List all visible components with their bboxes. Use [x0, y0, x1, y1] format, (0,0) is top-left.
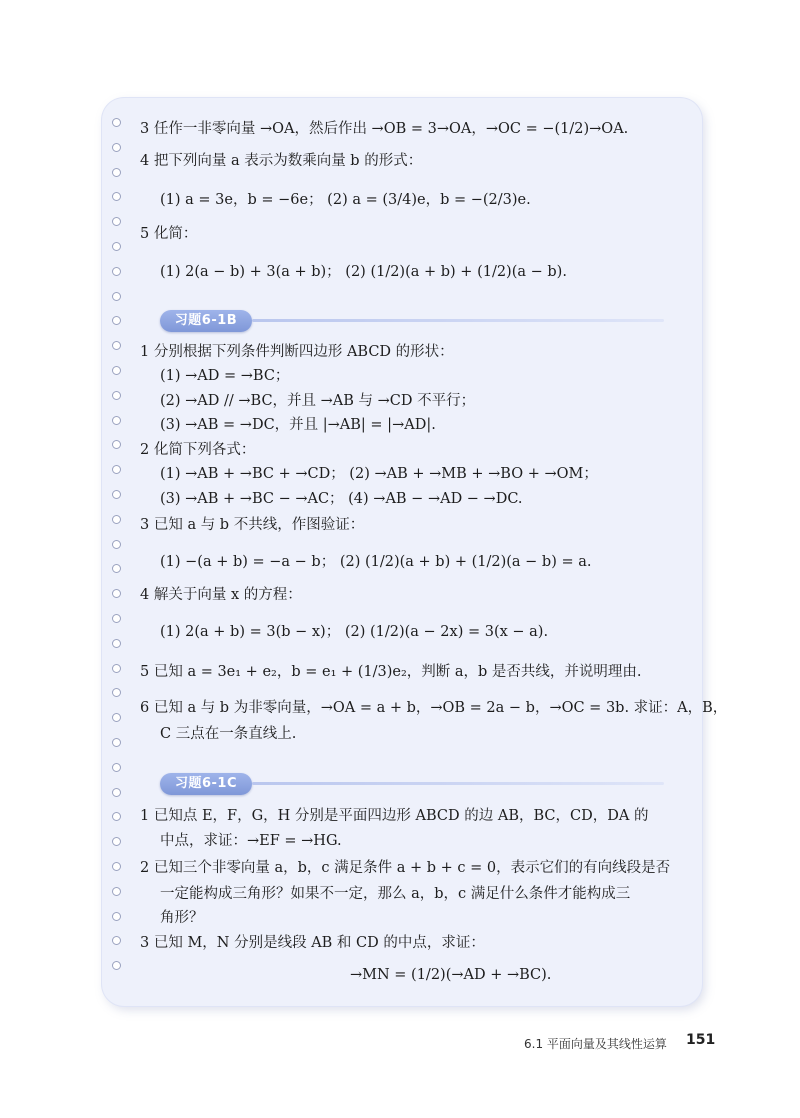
problem-b6: 6 已知 a 与 b 为非零向量，→OA = a + b，→OB = 2a − b，→OC = 3b. 求证：A，B，	[140, 700, 728, 716]
section-b-rule	[252, 319, 664, 322]
problem-c1-cont: 中点，求证：→EF = →HG.	[160, 833, 342, 849]
problem-b2-row2: (3) →AB + →BC − →AC； (4) →AB − →AD − →DC.	[160, 491, 523, 507]
problem-b5: 5 已知 a = 3e₁ + e₂，b = e₁ + (1/3)e₂，判断 a，b 是否共线，并说明理由.	[140, 664, 642, 680]
problem-c2: 2 已知三个非零向量 a，b，c 满足条件 a + b + c = 0，表示它们的有向线段是否	[140, 860, 671, 876]
problem-a3: 3 任作一非零向量 →OA，然后作出 →OB = 3→OA，→OC = −(1/2)→OA.	[140, 121, 629, 137]
problem-b6-cont: C 三点在一条直线上.	[160, 726, 297, 742]
problem-a4-parts: (1) a = 3e，b = −6e； (2) a = (3/4)e，b = −(2/3)e.	[160, 192, 531, 208]
problem-b4-parts: (1) 2(a + b) = 3(b − x)； (2) (1/2)(a − 2x) = 3(x − a).	[160, 624, 549, 640]
problem-b4: 4 解关于向量 x 的方程：	[140, 587, 302, 603]
problem-b2: 2 化简下列各式：	[140, 442, 256, 458]
problem-c2-cont2: 角形？	[160, 910, 204, 926]
problem-b2-row1: (1) →AB + →BC + →CD； (2) →AB + →MB + →BO + →OM；	[160, 466, 598, 482]
problem-a4: 4 把下列向量 a 表示为数乘向量 b 的形式：	[140, 153, 423, 169]
problem-b1-part1: (1) →AD = →BC；	[160, 368, 290, 384]
section-b-title: 习题6-1B	[160, 310, 252, 332]
problem-c2-cont1: 一定能构成三角形？如果不一定，那么 a，b，c 满足什么条件才能构成三	[160, 886, 631, 902]
problem-b1-part2: (2) →AD // →BC，并且 →AB 与 →CD 不平行；	[160, 393, 476, 409]
footer-section-label: 6.1 平面向量及其线性运算	[524, 1037, 667, 1051]
problem-c3-formula: →MN = (1/2)(→AD + →BC).	[350, 967, 552, 983]
problem-c3: 3 已知 M，N 分别是线段 AB 和 CD 的中点，求证：	[140, 935, 485, 951]
problem-a5: 5 化简：	[140, 226, 198, 242]
problem-c1: 1 已知点 E，F，G，H 分别是平面四边形 ABCD 的边 AB，BC，CD，DA 的	[140, 808, 649, 824]
problem-b1: 1 分别根据下列条件判断四边形 ABCD 的形状：	[140, 344, 454, 360]
section-c-rule	[252, 782, 664, 785]
problem-b3-parts: (1) −(a + b) = −a − b； (2) (1/2)(a + b) + (1/2)(a − b) = a.	[160, 554, 592, 570]
problem-b1-part3: (3) →AB = →DC，并且 |→AB| = |→AD|.	[160, 417, 436, 433]
section-c-title: 习题6-1C	[160, 773, 252, 795]
problem-b3: 3 已知 a 与 b 不共线，作图验证：	[140, 517, 365, 533]
page-number: 151	[686, 1032, 716, 1048]
problem-a5-parts: (1) 2(a − b) + 3(a + b)； (2) (1/2)(a + b) + (1/2)(a − b).	[160, 264, 567, 280]
